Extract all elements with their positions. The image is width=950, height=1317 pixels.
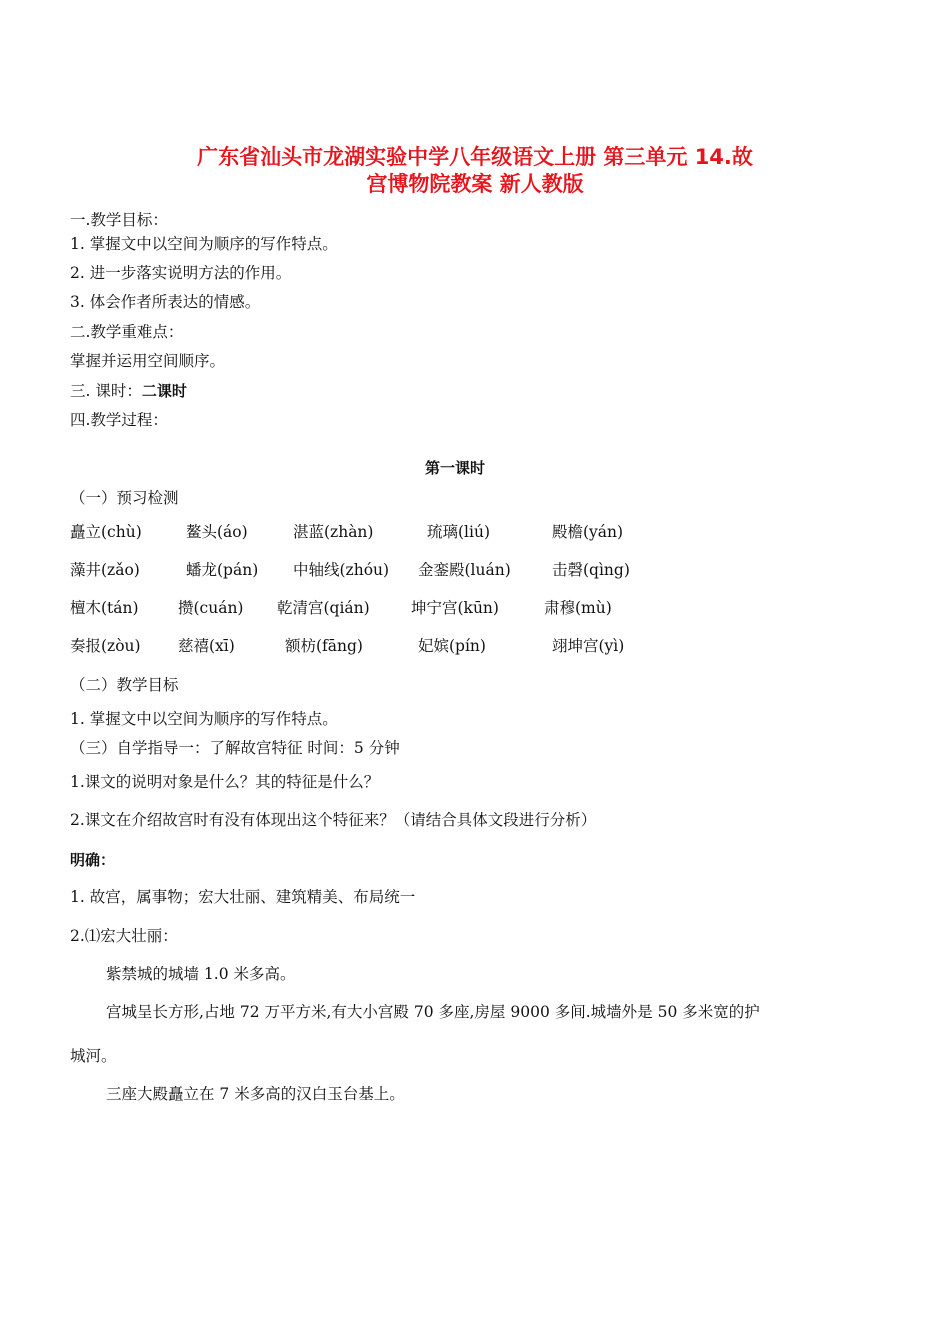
key-points-heading: 二.教学重难点： <box>70 323 184 341</box>
vocab-item: 藻井(zǎo) <box>70 561 140 579</box>
lesson-goals-heading: （二）教学目标 <box>70 676 179 694</box>
vocab-item: 翊坤宫(yì) <box>552 637 625 655</box>
self-study-guide-heading: （三）自学指导一：了解故宫特征 时间：5 分钟 <box>70 739 400 757</box>
answer-1: 1. 故宫，属事物；宏大壮丽、建筑精美、布局统一 <box>70 888 416 906</box>
vocab-item: 殿檐(yán) <box>552 523 624 541</box>
vocab-item: 额枋(fāng) <box>285 637 363 655</box>
vocab-item: 金銮殿(luán) <box>418 561 511 579</box>
class-hours-line <box>70 380 187 402</box>
vocab-item: 奏报(zòu) <box>70 637 141 655</box>
document-title-line2: 宫博物院教案 新人教版 <box>366 172 584 196</box>
vocab-item: 击磬(qìng) <box>552 561 630 579</box>
vocab-item: 鳌头(áo) <box>186 523 248 541</box>
vocab-item: 坤宁宫(kūn) <box>411 599 499 617</box>
class-hours-value: 二课时 <box>141 382 187 400</box>
vocab-item: 慈禧(xī) <box>178 637 235 655</box>
vocab-item: 蟠龙(pán) <box>186 561 259 579</box>
vocab-item: 妃嫔(pín) <box>418 637 486 655</box>
lesson-goal-1: 1. 掌握文中以空间为顺序的写作特点。 <box>70 710 338 728</box>
vocab-item: 湛蓝(zhàn) <box>293 523 374 541</box>
document-title-line1: 广东省汕头市龙湖实验中学八年级语文上册 第三单元 14.故 <box>197 145 753 169</box>
teaching-goals-heading: 一.教学目标： <box>70 211 168 229</box>
vocab-item: 乾清宫(qián) <box>277 599 370 617</box>
teaching-goal-2: 2. 进一步落实说明方法的作用。 <box>70 264 292 282</box>
preview-check-heading: （一）预习检测 <box>70 489 179 507</box>
vocab-item: 琉璃(liú) <box>427 523 490 541</box>
vocab-item: 檀木(tán) <box>70 599 139 617</box>
vocab-item: 中轴线(zhóu) <box>293 561 390 579</box>
paragraph-1: 紫禁城的城墙 1.0 米多高。 <box>106 965 296 983</box>
question-1: 1.课文的说明对象是什么？其的特征是什么？ <box>70 773 380 791</box>
vocab-item: 攒(cuán) <box>178 599 244 617</box>
vocab-item: 肃穆(mù) <box>544 599 612 617</box>
paragraph-3: 三座大殿矗立在 7 米多高的汉白玉台基上。 <box>106 1085 405 1103</box>
answer-2-heading: 2.⑴宏大壮丽： <box>70 927 178 945</box>
paragraph-2-line1: 宫城呈长方形,占地 72 万平方米,有大小宫殿 70 多座,房屋 9000 多间.城墙外是 50 多米宽的护 <box>106 1003 760 1021</box>
teaching-goal-3: 3. 体会作者所表达的情感。 <box>70 293 261 311</box>
class-hours-label: 三. 课时： <box>70 382 142 400</box>
teaching-goal-1: 1. 掌握文中以空间为顺序的写作特点。 <box>70 235 338 253</box>
paragraph-2-line2: 城河。 <box>70 1047 117 1065</box>
question-2: 2.课文在介绍故宫时有没有体现出这个特征来？（请结合具体文段进行分析） <box>70 811 597 829</box>
answer-heading: 明确： <box>70 851 116 869</box>
vocab-item: 矗立(chù) <box>70 523 142 541</box>
teaching-process-heading: 四.教学过程： <box>70 411 168 429</box>
key-point-text: 掌握并运用空间顺序。 <box>70 352 226 370</box>
lesson-one-heading: 第一课时 <box>424 459 485 477</box>
